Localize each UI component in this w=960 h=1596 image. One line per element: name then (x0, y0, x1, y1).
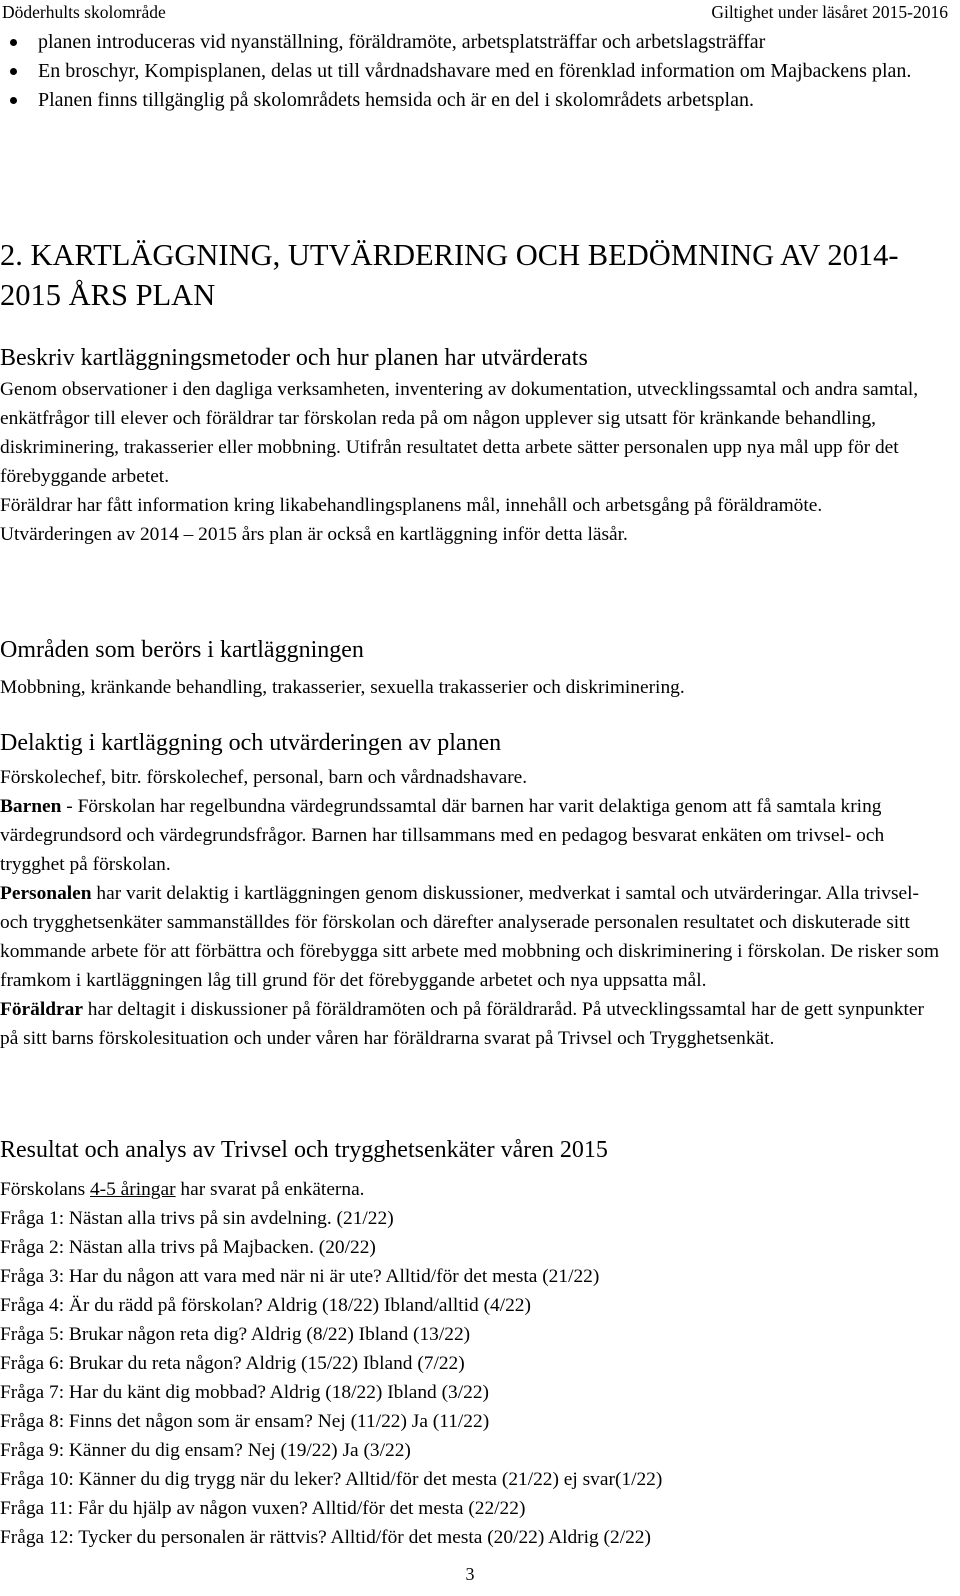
areas-heading: Områden som berörs i kartläggningen (0, 637, 364, 663)
question-item: Fråga 2: Nästan alla trivs på Majbacken. (20/22) (0, 1237, 376, 1258)
children-label: Barnen (0, 796, 62, 817)
results-intro: Förskolans 4-5 åringar har svarat på enkäterna. (0, 1179, 365, 1200)
bullet-list (0, 28, 940, 115)
methods-heading: Beskriv kartläggningsmetoder och hur planen har utvärderats (0, 345, 588, 371)
bullet-icon (10, 39, 17, 46)
question-item: Fråga 6: Brukar du reta någon? Aldrig (15/22) Ibland (7/22) (0, 1353, 465, 1374)
methods-paragraph-3: Utvärderingen av 2014 – 2015 års plan är också en kartläggning inför detta läsår. (0, 524, 628, 545)
children-paragraph: Barnen - Förskolan har regelbundna värdegrundssamtal där barnen har varit delaktiga genom att få samtala kring värdegrundsord och värdegrundsfrågor. Barnen har tillsammans med en pedagog besvarat enkäten om trivsel- och trygghet på förskolan. (0, 796, 885, 875)
question-item: Fråga 4: Är du rädd på förskolan? Aldrig (18/22) Ibland/alltid (4/22) (0, 1295, 531, 1316)
parents-paragraph: Föräldrar har deltagit i diskussioner på föräldramöten och på föräldraråd. På utvecklingssamtal har de gett synpunkter på sitt barns förskolesituation och under våren har föräldrarna svarat på Trivsel och Trygghetsenkät. (0, 999, 925, 1049)
question-item: Fråga 3: Har du någon att vara med när ni är ute? Alltid/för det mesta (21/22) (0, 1266, 600, 1287)
header-school-area: Döderhults skolområde (2, 2, 166, 22)
participation-body (0, 763, 945, 1053)
results-heading: Resultat och analys av Trivsel och trygghetsenkäter våren 2015 (0, 1137, 608, 1163)
methods-paragraph-1: Genom observationer i den dagliga verksamheten, inventering av dokumentation, utvecklingssamtal och andra samtal, enkätfrågor till elever och föräldrar tar förskolan reda på om någon upplever sig utsatt för kränkande behandling, diskriminering, trakasserier eller mobbning. Utifrån resultatet detta arbete sätter personalen upp nya mål upp för det förebyggande arbetet. (0, 379, 919, 487)
areas-text: Mobbning, kränkande behandling, trakasserier, sexuella trakasserier och diskriminering. (0, 677, 685, 698)
participation-heading: Delaktig i kartläggning och utvärderingen av planen (0, 730, 502, 756)
question-item: Fråga 7: Har du känt dig mobbad? Aldrig (18/22) Ibland (3/22) (0, 1382, 489, 1403)
methods-body (0, 375, 945, 549)
staff-paragraph: Personalen har varit delaktig i kartläggningen genom diskussioner, medverkat i samtal och utvärderingar. Alla trivsel- och trygghetsenkäter sammanställdes för förskolan och därefter analyserade personalen resultatet och diskuterade sitt kommande arbete för att förbättra och förebygga sitt arbete med mobbning och diskriminering i förskolan. De risker som framkom i kartläggningen låg till grund för det förebyggande arbetet och nya uppsatta mål. (0, 883, 940, 991)
question-item: Fråga 12: Tycker du personalen är rättvis? Alltid/för det mesta (20/22) Aldrig (2/22) (0, 1527, 651, 1548)
page-number: 3 (465, 1564, 475, 1584)
participation-paragraph: Förskolechef, bitr. förskolechef, personal, barn och vårdnadshavare. (0, 767, 528, 788)
question-item: Fråga 8: Finns det någon som är ensam? Nej (11/22) Ja (11/22) (0, 1411, 490, 1432)
methods-paragraph-2: Föräldrar har fått information kring likabehandlingsplanens mål, innehåll och arbetsgång på föräldramöte. (0, 495, 823, 516)
age-group: 4-5 åringar (89, 1179, 176, 1200)
question-item: Fråga 10: Känner du dig trygg när du leker? Alltid/för det mesta (21/22) ej svar(1/22) (0, 1469, 663, 1490)
staff-label: Personalen (0, 883, 92, 904)
question-item: Fråga 1: Nästan alla trivs på sin avdelning. (21/22) (0, 1208, 394, 1229)
bullet-icon (10, 97, 17, 104)
results-body (0, 1175, 945, 1552)
section-title: 2. KARTLÄGGNING, UTVÄRDERING OCH BEDÖMNING AV 2014-2015 ÅRS PLAN (0, 238, 899, 312)
parents-label: Föräldrar (0, 999, 83, 1020)
areas-body (0, 673, 945, 702)
question-item: Fråga 11: Får du hjälp av någon vuxen? Alltid/för det mesta (22/22) (0, 1498, 526, 1519)
bullet-icon (10, 68, 17, 75)
question-item: Fråga 9: Känner du dig ensam? Nej (19/22) Ja (3/22) (0, 1440, 411, 1461)
list-item: En broschyr, Kompisplanen, delas ut till vårdnadshavare med en förenklad information om Majbackens plan. (0, 57, 940, 86)
list-item: planen introduceras vid nyanställning, föräldramöte, arbetsplatsträffar och arbetslagsträffar (0, 28, 940, 57)
header-validity: Giltighet under läsåret 2015-2016 (711, 2, 948, 22)
question-item: Fråga 5: Brukar någon reta dig? Aldrig (8/22) Ibland (13/22) (0, 1324, 471, 1345)
page-header (2, 0, 948, 26)
list-item: Planen finns tillgänglig på skolområdets hemsida och är en del i skolområdets arbetsplan. (0, 86, 940, 115)
